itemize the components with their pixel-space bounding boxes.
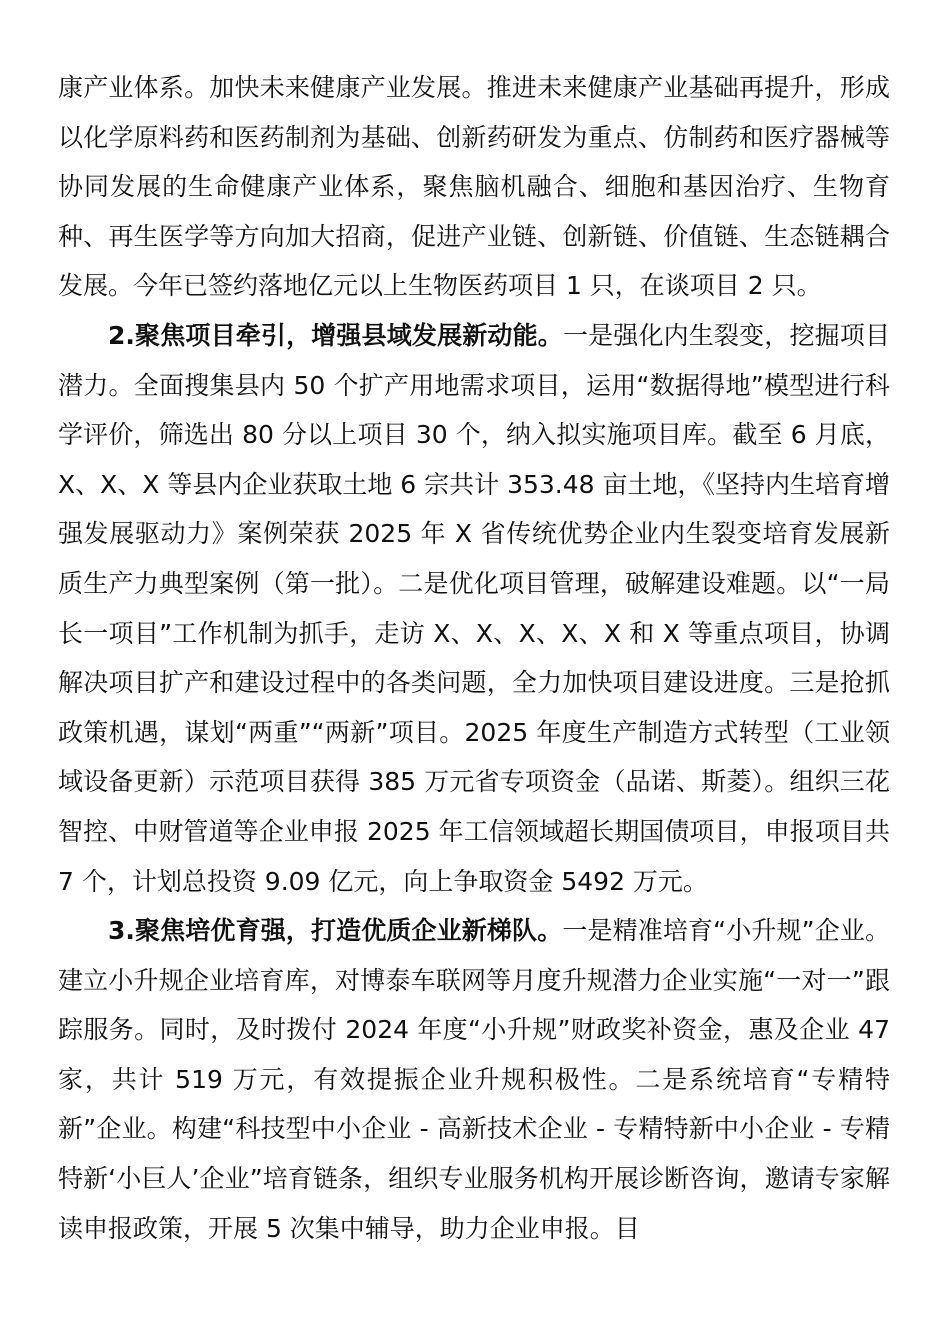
paragraph-2-heading: 2.聚焦项目牵引，增强县域发展新动能。 [108, 320, 563, 350]
paragraph-1-text: 康产业体系。加快未来健康产业发展。推进未来健康产业基础再提升，形成以化学原料药和医药制剂为基础、创新药研发为重点、仿制药和医疗器械等协同发展的生命健康产业体系，聚焦脑机融合、细胞和基因治疗、生物育种、再生医学等方向加大招商，促进产业链、创新链、价值链、生态链耦合发展。今年已签约落地亿元以上生物医药项目 1 只，在谈项目 2 只。 [58, 73, 890, 301]
document-body [58, 63, 890, 1253]
paragraph-2 [58, 311, 890, 906]
paragraph-3-text: 一是精准培育“小升规”企业。建立小升规企业培育库，对博泰车联网等月度升规潜力企业实施“一对一”跟踪服务。同时，及时拨付 2024 年度“小升规”财政奖补资金，惠及企业 47 家，共计 519 万元，有效提振企业升规积极性。二是系统培育“专精特新”企业。构建“科技型中小企业 - 高新技术企业 - 专精特新中小企业 - 专精特新‘小巨人’企业”培育链条，组织专业服务机构开展诊断咨询，邀请专家解读申报政策，开展 5 次集中辅导，助力企业申报。目 [58, 916, 890, 1243]
paragraph-2-text: 一是强化内生裂变，挖掘项目潜力。全面搜集县内 50 个扩产用地需求项目，运用“数据得地”模型进行科学评价，筛选出 80 分以上项目 30 个，纳入拟实施项目库。截至 6 月底，X、X、X 等县内企业获取土地 6 宗共计 353.48 亩土地，《坚持内生培育增强发展驱动力》案例荣获 2025 年 X 省传统优势企业内生裂变培育发展新质生产力典型案例（第一批）。二是优化项目管理，破解建设难题。以“一局长一项目”工作机制为抓手，走访 X、X、X、X、X 和 X 等重点项目，协调解决项目扩产和建设过程中的各类问题，全力加快项目建设进度。三是抢抓政策机遇，谋划“两重”“两新”项目。2025 年度生产制造方式转型（工业领域设备更新）示范项目获得 385 万元省专项资金（品诺、斯菱）。组织三花智控、中财管道等企业申报 2025 年工信领域超长期国债项目，申报项目共 7 个，计划总投资 9.09 亿元，向上争取资金 5492 万元。 [58, 320, 890, 896]
paragraph-1 [58, 63, 890, 311]
paragraph-3-heading: 3.聚焦培优育强，打造优质企业新梯队。 [108, 916, 563, 946]
paragraph-3 [58, 906, 890, 1253]
